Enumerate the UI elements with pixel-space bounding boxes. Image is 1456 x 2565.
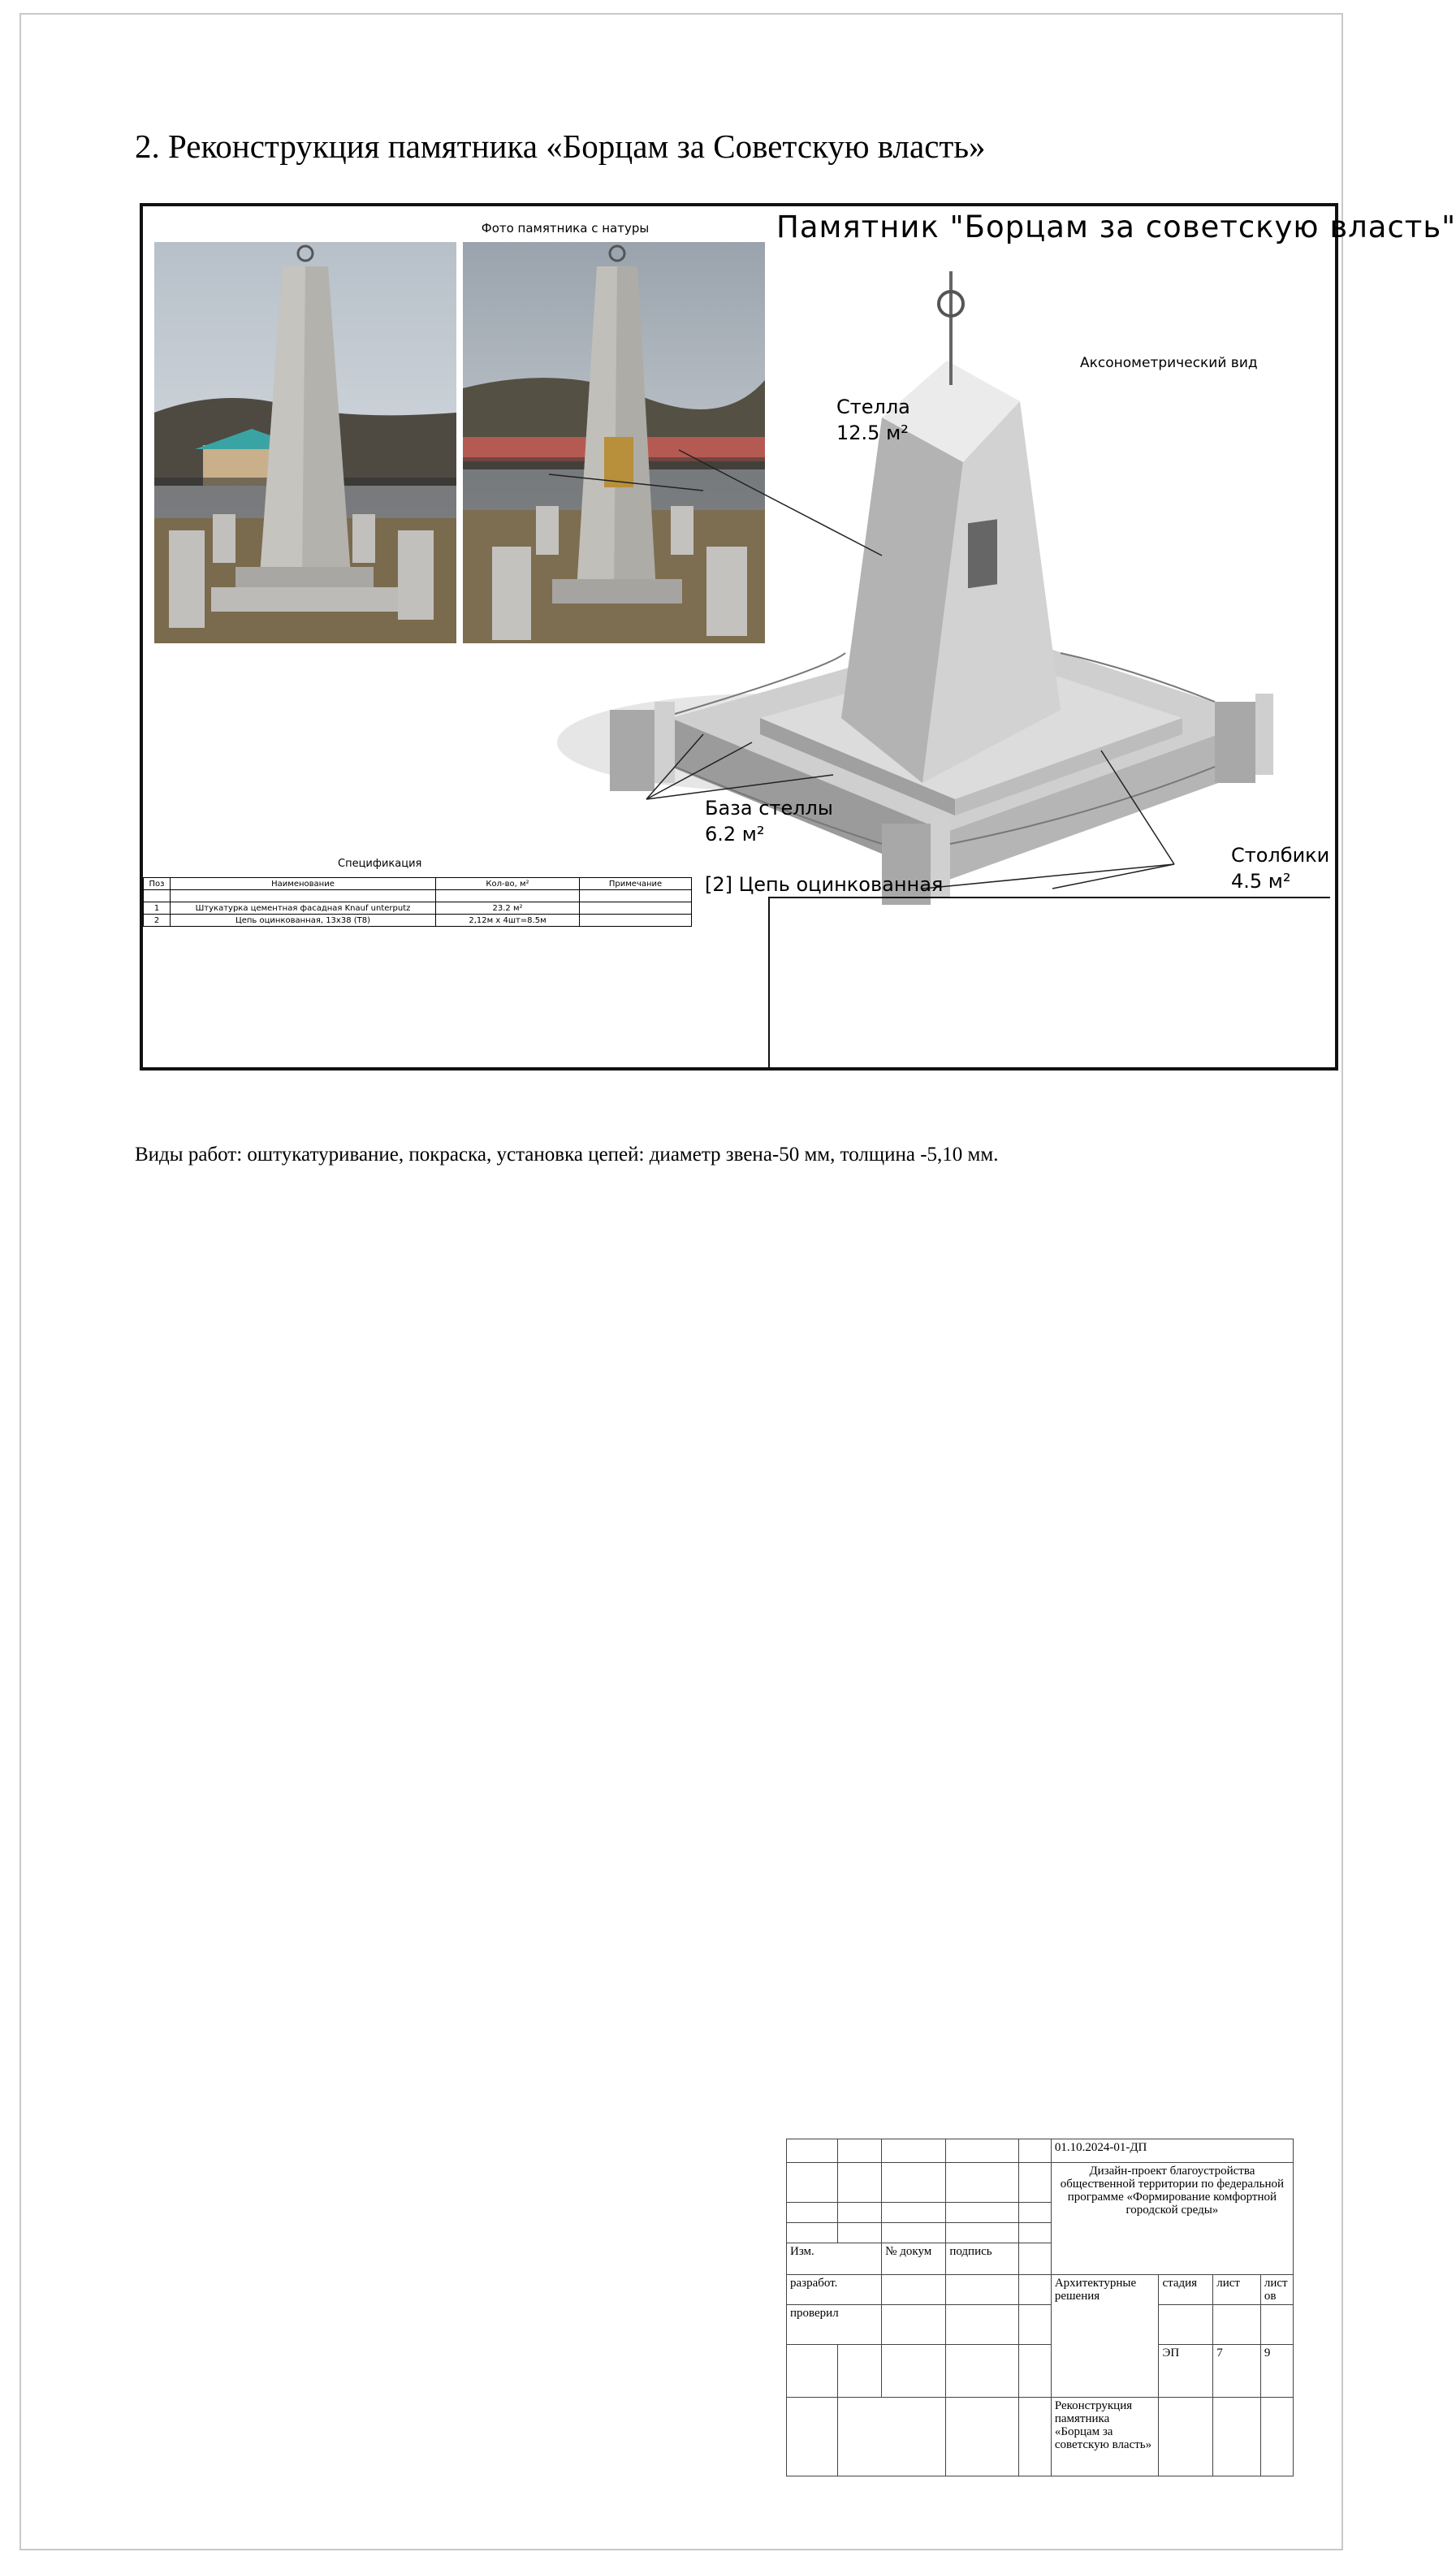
section-name: Архитектурные решения [1051,2275,1159,2398]
spec-empty-row [144,890,692,902]
spec-cell [580,902,692,915]
base-area-label: 6.2 м² [705,823,765,846]
posts-label: Столбики [1231,844,1330,867]
photos-caption: Фото памятника с натуры [481,221,650,236]
axonometric-label: Аксонометрический вид [1080,355,1258,371]
stage-label: стадия [1159,2275,1213,2305]
spec-header-row [144,878,692,890]
spec-cell: 2,12м х 4шт=8.5м [436,915,580,927]
sheet-value: 7 [1213,2345,1261,2398]
drawing-empty-box [768,897,1330,1067]
sheet-name: Реконструкция памятника «Борцам за советскую власть» [1051,2398,1159,2476]
page-heading: 2. Реконструкция памятника «Борцам за Советскую власть» [135,128,986,165]
col-izm: Изм. [787,2243,882,2275]
drawing-title: Памятник "Борцам за советскую власть" [776,210,1456,244]
works-description: Виды работ: оштукатуривание, покраска, установка цепей: диаметр звена-50 мм, толщина -5,10 мм. [135,1144,999,1166]
spec-cell: 1 [144,902,171,915]
spec-cell: Штукатурка цементная фасадная Knauf unterputz [171,902,436,915]
col-num-doc: № докум [882,2243,946,2275]
row-developed: разработ. [787,2275,882,2305]
base-label: База стеллы [705,797,833,820]
spec-header-pos: Поз [144,878,171,890]
posts-area-label: 4.5 м² [1231,870,1291,893]
sheet-label: лист [1213,2275,1261,2305]
sheets-label: листов [1260,2275,1293,2305]
spec-header-name: Наименование [171,878,436,890]
stele-area-label: 12.5 м² [836,422,909,444]
chain-label: [2] Цепь оцинкованная [705,873,944,896]
stele-label: Стелла [836,396,910,418]
spec-header-note: Примечание [580,878,692,890]
stage-value: ЭП [1159,2345,1213,2398]
spec-cell: 2 [144,915,171,927]
row-checked: проверил [787,2305,882,2345]
sheets-value: 9 [1260,2345,1293,2398]
document-code: 01.10.2024-01-ДП [1051,2139,1293,2163]
table-row [144,902,692,915]
drawing-sheet [140,203,1456,1071]
spec-caption: Спецификация [338,858,422,870]
table-row [144,915,692,927]
col-sign: подпись [946,2243,1018,2275]
project-description: Дизайн-проект благоустройства общественной территории по федеральной программе «Формирование комфортной городской среды» [1051,2163,1293,2275]
spec-cell: 23.2 м² [436,902,580,915]
spec-cell [580,915,692,927]
specification-table [143,877,692,927]
monument-photo-1 [154,242,456,643]
title-block [786,2139,1294,2476]
spec-cell: Цепь оцинкованная, 13х38 (Т8) [171,915,436,927]
spec-header-qty: Кол-во, м² [436,878,580,890]
